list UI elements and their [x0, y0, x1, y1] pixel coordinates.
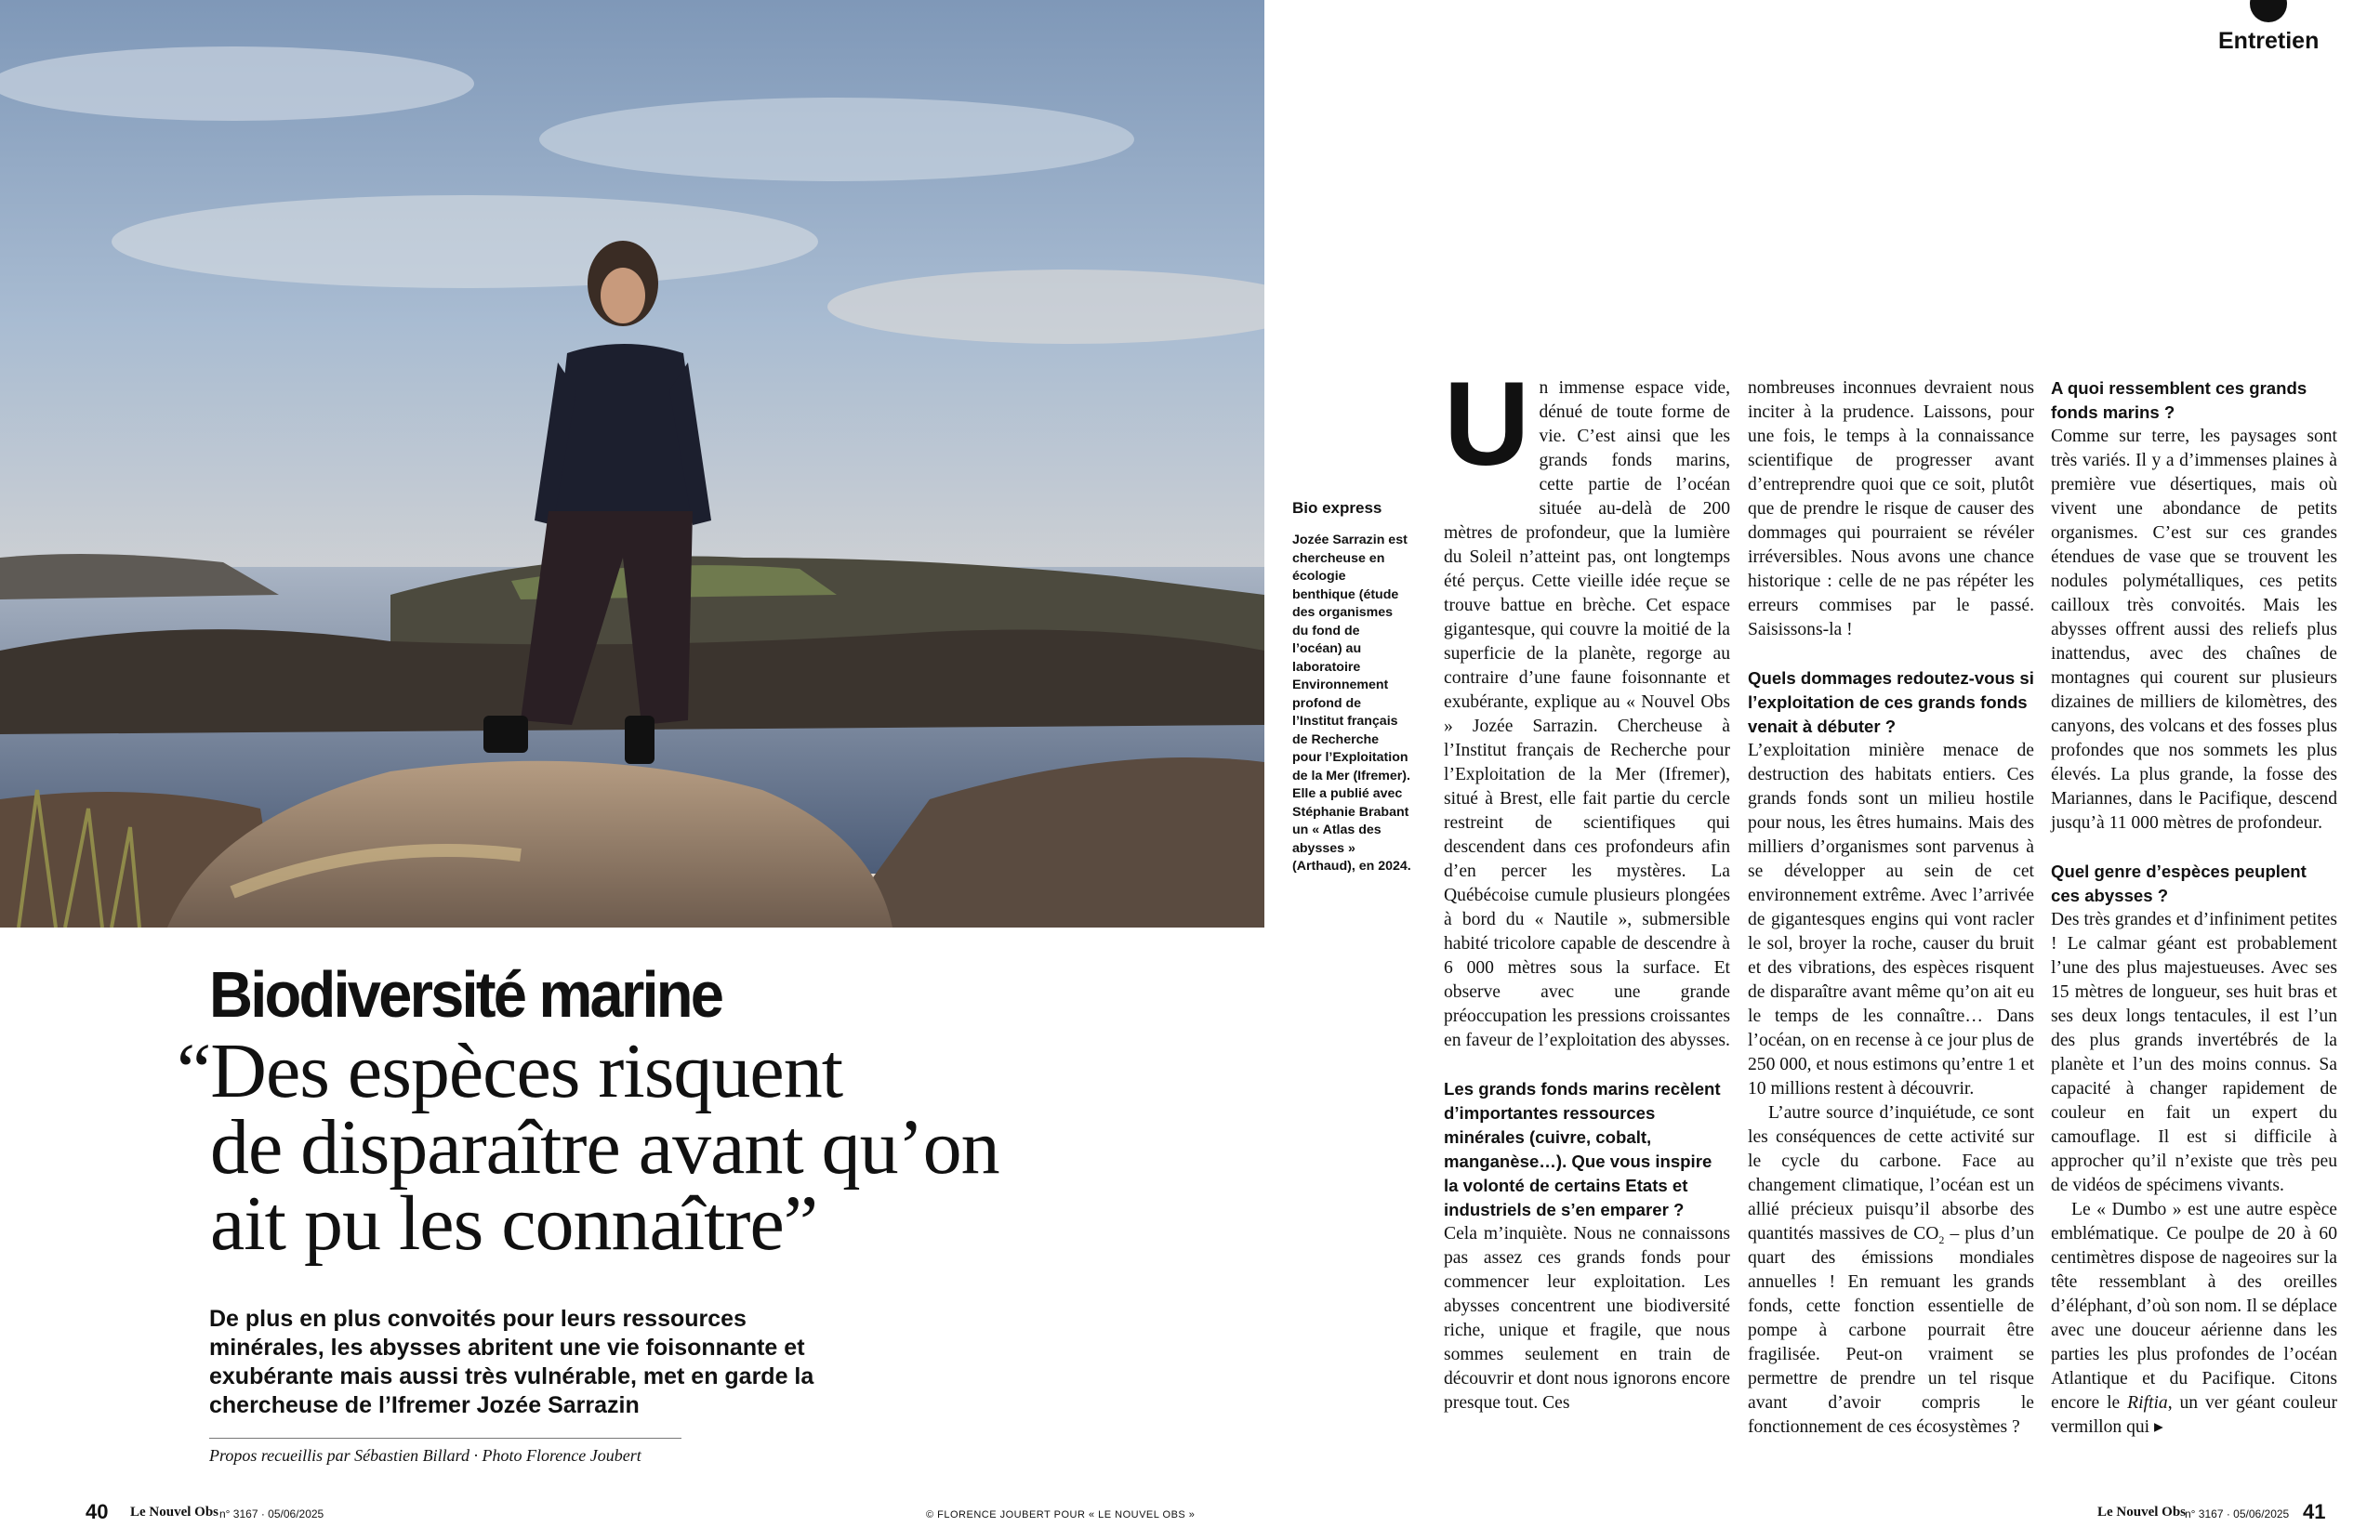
cover-photo: [0, 0, 1264, 928]
article-column-2: [1748, 376, 2034, 1440]
page-number-right: 41: [2303, 1500, 2326, 1523]
article-paragraph: L’exploitation minière menace de destruction des habitats entiers. Ces grands fonds sont un milieu hostile pour nous, les êtres humains. Mais des milliers d’organismes sont parvenus à se développer au sein de cet environnement extrême. Avec l’arrivée de gigantesques engins qui vont racler le sol, broyer la roche, causer du bruit et des vibrations, des espèces risquent de disparaître avant même qu’on ait eu le temps de les connaître… Dans l’océan, on en recense à ce jour plus de 250 000, et nous estimons qu’entre 1 et 10 millions restent à découvrir.: [1748, 741, 2035, 1099]
section-label: Entretien: [2218, 28, 2320, 54]
interview-question: Quel genre d’espèces peuplent ces abysses ?: [2051, 862, 2307, 905]
subscript: 2: [1938, 1232, 1945, 1246]
credit-divider: [209, 1438, 681, 1439]
article-column-3: [2051, 376, 2337, 1440]
bio-title: Bio express: [1292, 499, 1382, 517]
drop-cap: U: [1444, 358, 1530, 491]
section-dot: [2250, 0, 2287, 22]
issue-info-right: n° 3167 · 05/06/2025: [2185, 1507, 2290, 1520]
headline-quote: [177, 1028, 999, 1267]
article-paragraph: Des très grandes et d’infiniment petites ! Le calmar géant est probablement l’une des plus majestueuses. Avec ses 15 mètres de longueur, ses huit bras et ses deux longs tentacules, il est l’un des plus grands invertébrés de la planète et l’un des moins connus. Sa capacité à changer rapidement de couleur en fait un expert du camouflage. Il est si difficile à approcher qu’il n’existe que très peu de vidéos de spécimens vivants.: [2051, 910, 2337, 1195]
page-number-left: 40: [86, 1500, 109, 1523]
article-column-1: [1444, 358, 1730, 1415]
headline-kicker: Biodiversité marine: [209, 958, 722, 1031]
quote-line: “Des espèces risquent: [177, 1028, 843, 1114]
photo-illustration: [0, 0, 1264, 928]
interview-question: Les grands fonds marins recèlent d’importantes ressources minérales (cuivre, cobalt, manganèse…). Que vous inspire la volonté de certains Etats et industriels de s’en emparer ?: [1444, 1079, 1721, 1219]
article-paragraph: L’autre source d’inquiétude, ce sont les conséquences de cette activité sur le cycle du carbone. Face au changement climatique, l’océan est un allié précieux puisqu’il absorbe des quantités massives de $CO_2$ – plus d’un quart des émissions mondiales annuelles ! En remuant les grands fonds, cette fonction essentielle de pompe à carbone pourrait être fragilisée. Peut-on vraiment se permettre de prendre un tel risque avant d’avoir compris le fonctionnement de ces écosystèmes ?: [1748, 1103, 2034, 1437]
standfirst: De plus en plus convoités pour leurs ressources minérales, les abysses abritent une vie foisonnante et exubérante mais aussi très vulnérable, met en garde la chercheuse de l’Ifremer Jozée Sarrazin: [209, 1306, 814, 1418]
interview-question: Quels dommages redoutez-vous si l’exploitation de ces grands fonds venait à débuter ?: [1748, 668, 2034, 736]
quote-line: de disparaître avant qu’on: [210, 1104, 999, 1191]
magazine-name-right: Le Nouvel Obs: [2097, 1505, 2187, 1520]
article-paragraph: Un immense espace vide, dénué de toute forme de vie. C’est ainsi que les grands fonds marins, cette partie de l’océan située au-delà de 200 mètres de profondeur, que la lumière du Soleil n’atteint pas, ont longtemps été perçus. Cette vieille idée reçue se trouve battue en brèche. Cet espace gigantesque, qui couvre la moitié de la superficie de la planète, regorge au contraire d’une faune foisonnante et exubérante, explique au « Nouvel Obs » Jozée Sarrazin. Chercheuse à l’Institut français de Recherche pour l’Exploitation de la Mer (Ifremer), situé à Brest, elle fait partie du cercle restreint de scientifiques qui descendent dans ces profondeurs afin d’en percer les mystères. La Québécoise cumule plusieurs plongées à bord du « Nautile », submersible habité tricolore capable de descendre à 6 000 mètres sous la surface. Et observe avec une grande préoccupation les pressions croissantes en faveur de l’exploitation des abysses.: [1444, 358, 1730, 1050]
magazine-name-left: Le Nouvel Obs: [130, 1505, 219, 1520]
photo-credit: © FLORENCE JOUBERT POUR « LE NOUVEL OBS »: [926, 1509, 1196, 1520]
article-paragraph: Le « Dumbo » est une autre espèce emblématique. Ce poulpe de 20 à 60 centimètres dispose de nageoires sur la tête ressemblant à des oreilles d’éléphant, d’où son nom. Il se déplace avec une douceur aérienne dans les parties les plus profondes de l’océan Atlantique et du Pacifique. Citons encore le Riftia, un ver géant couleur vermillon qui ▸: [2051, 1200, 2337, 1437]
article-paragraph: Comme sur terre, les paysages sont très variés. Il y a d’immenses plaines à première vue désertiques, mais où vivent une abondance de petits organismes. C’est sur ces grandes étendues de vase que se trouvent les nodules polymétalliques, ces petits cailloux très convoités. Mais les abysses offrent aussi des reliefs plus inattendus, avec des chaînes de montagnes qui courent sur plusieurs dizaines de milliers de kilomètres, des canyons, des volcans et des fosses plus profondes que nos sommets les plus élevés. La plus grande, la fosse des Mariannes, dans le Pacifique, descend jusqu’à 11 000 mètres de profondeur.: [2051, 427, 2337, 833]
quote-line: ait pu les connaître”: [210, 1180, 818, 1267]
article-paragraph: nombreuses inconnues devraient nous inciter à la prudence. Laissons, pour une fois, le temps à la connaissance scientifique de progresser avant d’entreprendre quoi que ce soit, plutôt que de prendre le risque de causer des dommages qui pourraient se révéler irréversibles. Nous avons une chance historique : celle de ne pas répéter les erreurs commises par le passé. Saisissons-la !: [1748, 378, 2034, 639]
byline-credit: Propos recueillis par Sébastien Billard · Photo Florence Joubert: [209, 1446, 641, 1465]
bio-text: Jozée Sarrazin est chercheuse en écologie benthique (étude des organismes du fond de l’océan) au laboratoire Environnement profond de l’Institut français de Recherche pour l’Exploitation de la Mer (Ifremer). Elle a publié avec Stéphanie Brabant un « Atlas des abysses » (Arthaud), en 2024.: [1292, 533, 1411, 874]
interview-question: A quoi ressemblent ces grands fonds marins ?: [2051, 378, 2307, 422]
article-paragraph: Cela m’inquiète. Nous ne connaissons pas assez ces grands fonds pour commencer leur exploitation. Les abysses concentrent une biodiversité riche, unique et fragile, que nous sommes seulement en train de découvrir et dont nous ignorons encore presque tout. Ces: [1444, 1224, 1730, 1413]
issue-info-left: n° 3167 · 05/06/2025: [219, 1507, 324, 1520]
